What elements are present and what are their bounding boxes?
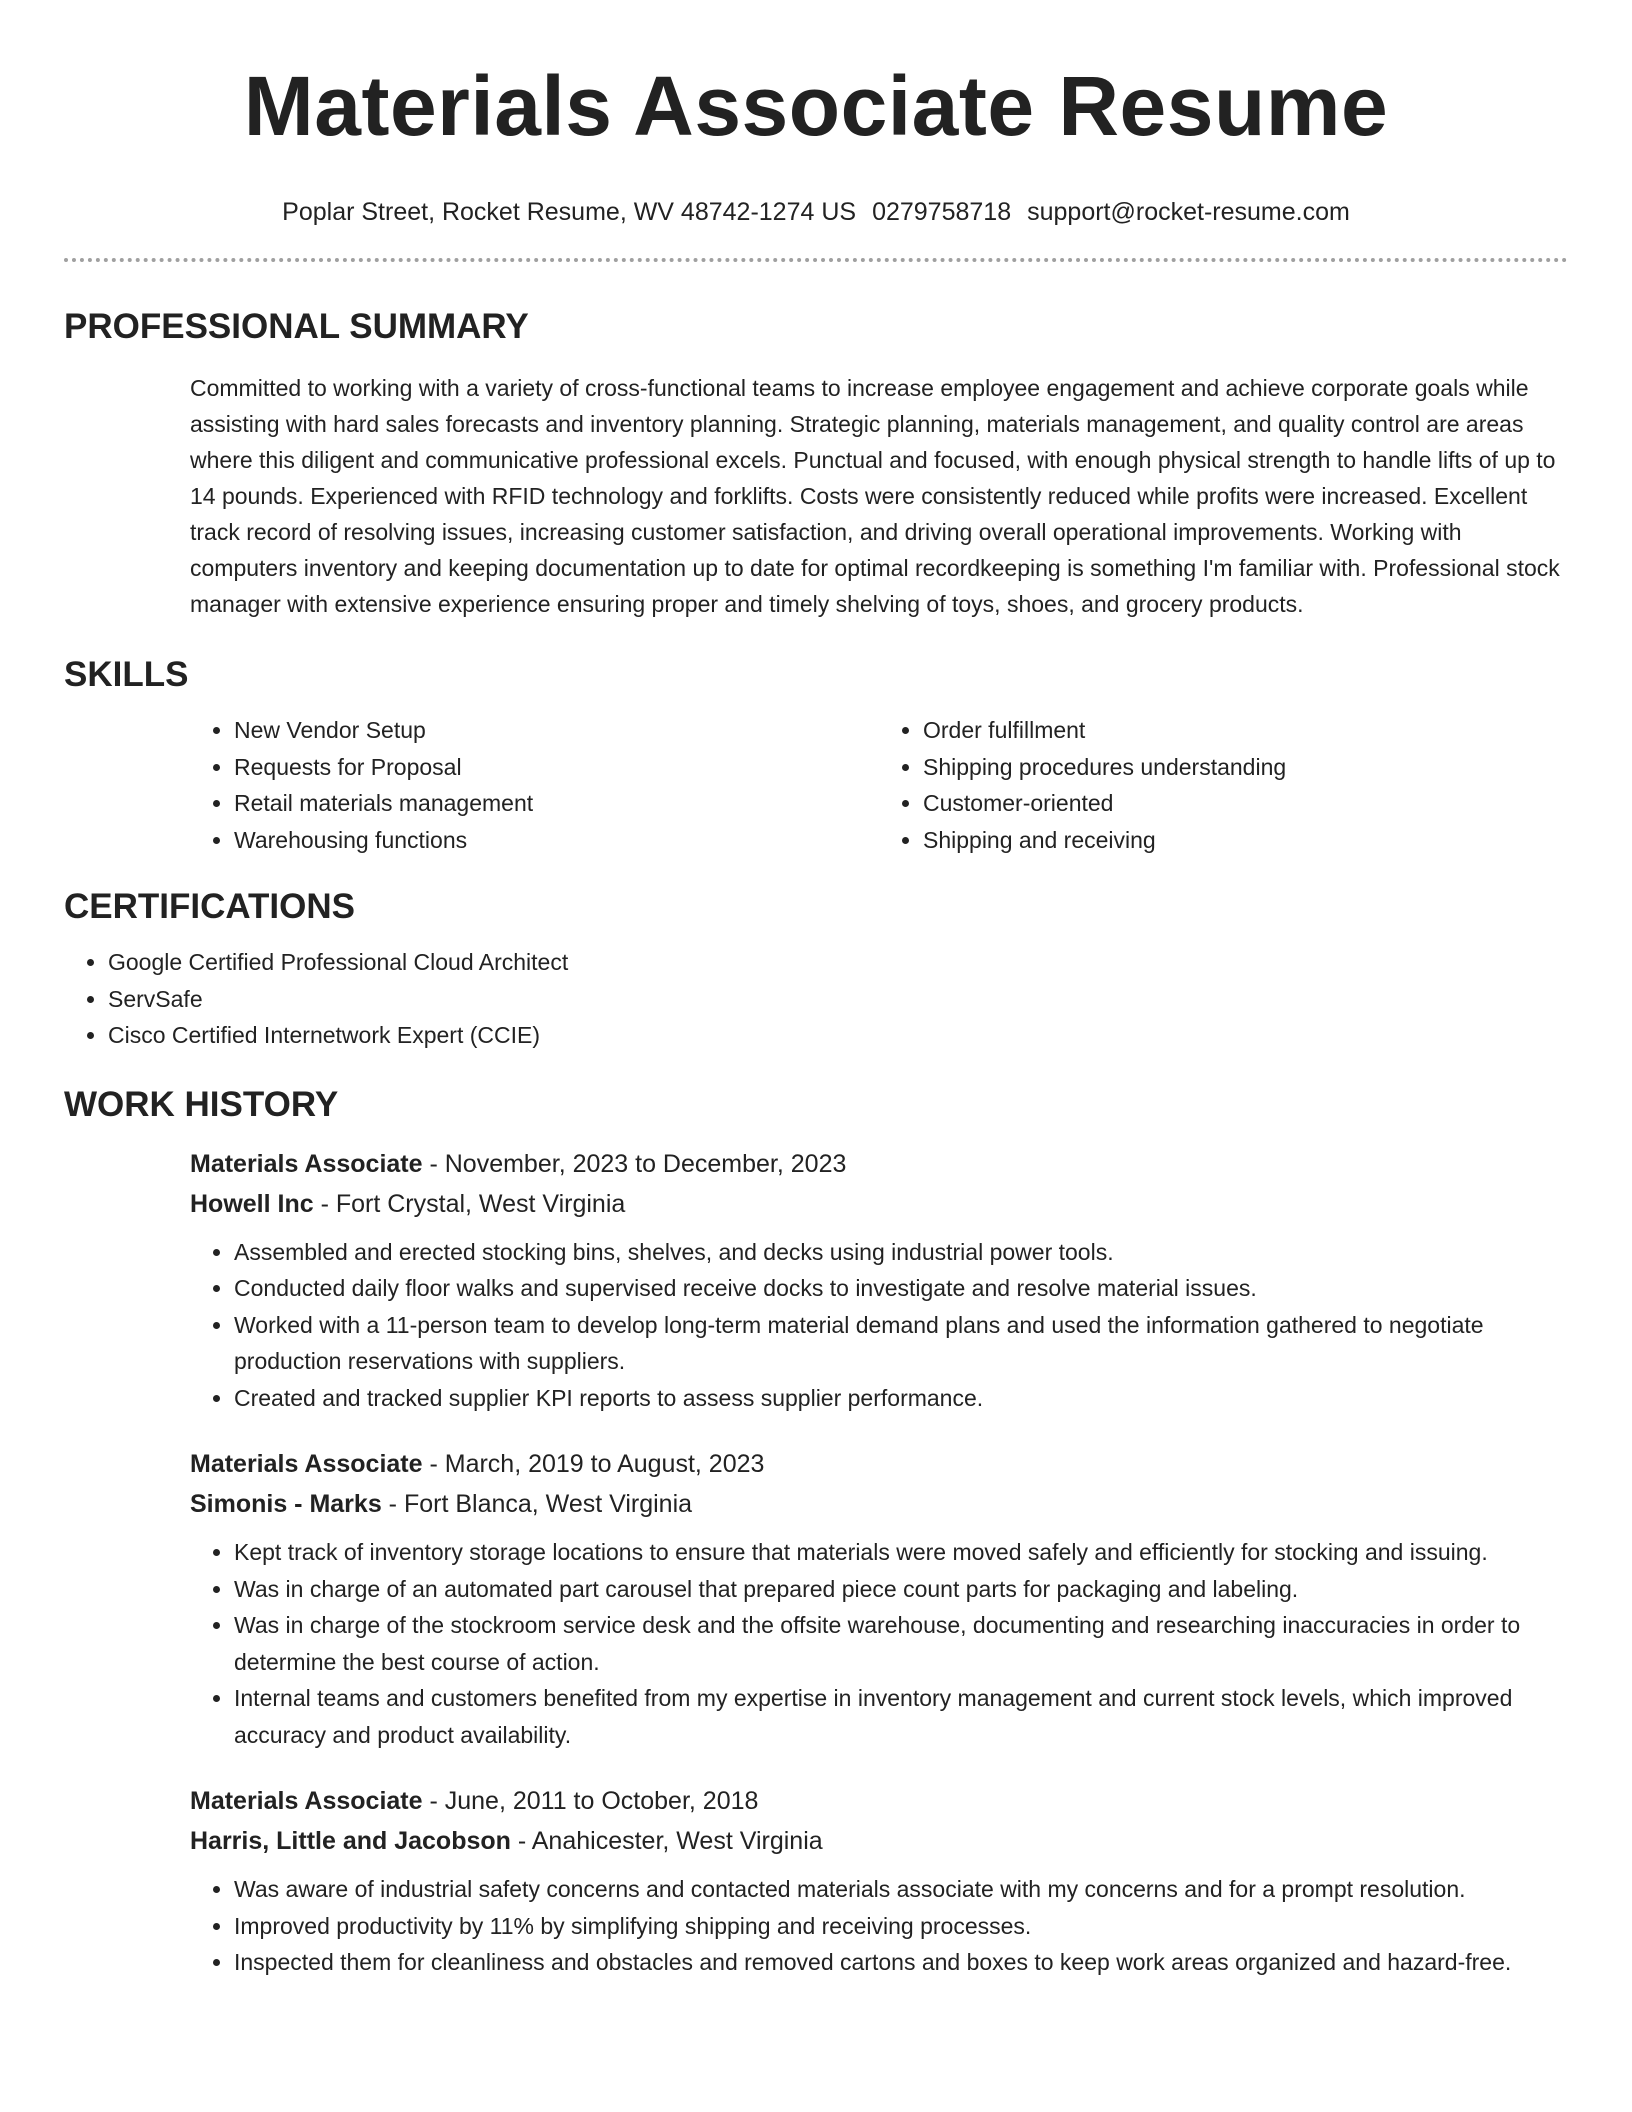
certification-item: • Google Certified Professional Cloud Architect	[108, 944, 1568, 981]
job-bullet: • Worked with a 11-person team to develop long-term material demand plans and used the information gathered to negotiate production reservations with suppliers.	[234, 1307, 1568, 1380]
job-bullet: • Kept track of inventory storage locations to ensure that materials were moved safely and efficiently for stocking and issuing.	[234, 1534, 1568, 1571]
certification-item: • Cisco Certified Internetwork Expert (CCIE)	[108, 1017, 1568, 1054]
job-title-line	[190, 1144, 1568, 1184]
job-entry	[190, 1444, 1568, 1753]
certifications-heading: CERTIFICATIONS	[64, 887, 356, 926]
job-bullet: • Internal teams and customers benefited from my expertise in inventory management and current stock levels, which improved accuracy and product availability.	[234, 1680, 1568, 1753]
job-bullets	[190, 1234, 1568, 1417]
summary-text: Committed to working with a variety of cross-functional teams to increase employee engagement and achieve corporate goals while assisting with hard sales forecasts and inventory planning. Strategic planning, materials management, and quality control are areas where this diligent and communicative professional excels. Punctual and focused, with enough physical strength to handle lifts of up to 14 pounds. Experienced with RFID technology and forklifts. Costs were consistently reduced while profits were increased. Excellent track record of resolving issues, increasing customer satisfaction, and driving overall operational improvements. Working with computers inventory and keeping documentation up to date for optimal recordkeeping is something I'm familiar with. Professional stock manager with extensive experience ensuring proper and timely shelving of toys, shoes, and grocery products.	[190, 375, 1560, 617]
contact-email: support@rocket-resume.com	[1027, 198, 1350, 226]
job-bullet: • Assembled and erected stocking bins, shelves, and decks using industrial power tools.	[234, 1234, 1568, 1271]
skill-item: • Shipping and receiving	[923, 822, 1568, 859]
skills-section	[64, 654, 1568, 858]
header-divider	[64, 258, 1568, 262]
job-location: - Anahicester, West Virginia	[510, 1827, 823, 1855]
skill-item: • New Vendor Setup	[234, 712, 879, 749]
skills-heading: SKILLS	[64, 655, 189, 694]
job-title: Materials Associate	[190, 1149, 423, 1178]
job-location: - Fort Blanca, West Virginia	[381, 1490, 693, 1518]
certifications-list	[64, 944, 1568, 1054]
contact-address: Poplar Street, Rocket Resume, WV 48742-1274 US	[282, 198, 857, 226]
certification-item: • ServSafe	[108, 981, 1568, 1018]
work-history-heading: WORK HISTORY	[64, 1084, 339, 1124]
skill-item: • Customer-oriented	[923, 785, 1568, 822]
job-dates: - November, 2023 to December, 2023	[422, 1149, 847, 1178]
job-bullet: • Was aware of industrial safety concerns and contacted materials associate with my concerns and for a prompt resolution.	[234, 1871, 1568, 1908]
skill-item: • Order fulfillment	[923, 712, 1568, 749]
job-company-line	[190, 1184, 1568, 1224]
skills-right-list	[879, 712, 1568, 858]
job-bullets	[190, 1534, 1568, 1753]
job-bullet: • Inspected them for cleanliness and obstacles and removed cartons and boxes to keep work areas organized and hazard-free.	[234, 1944, 1568, 1981]
job-title-line	[190, 1444, 1568, 1484]
job-dates: - June, 2011 to October, 2018	[422, 1787, 759, 1815]
job-title-line	[190, 1781, 1568, 1821]
skills-grid	[190, 712, 1568, 858]
job-bullet: • Improved productivity by 11% by simplifying shipping and receiving processes.	[234, 1908, 1568, 1945]
work-history-section	[64, 1084, 1568, 1981]
job-company-line	[190, 1821, 1568, 1861]
job-bullet: • Conducted daily floor walks and supervised receive docks to investigate and resolve material issues.	[234, 1270, 1568, 1307]
resume-title: Materials Associate Resume	[243, 59, 1389, 153]
skills-left-list	[190, 712, 879, 858]
skill-item: • Requests for Proposal	[234, 749, 879, 786]
skill-item: • Warehousing functions	[234, 822, 879, 859]
job-bullet: • Was in charge of an automated part carousel that prepared piece count parts for packaging and labeling.	[234, 1571, 1568, 1608]
contact-phone: 0279758718	[872, 198, 1012, 226]
job-entry	[190, 1144, 1568, 1417]
job-dates: - March, 2019 to August, 2023	[422, 1450, 765, 1478]
summary-heading: PROFESSIONAL SUMMARY	[64, 307, 529, 346]
job-company: Howell Inc	[190, 1189, 314, 1218]
skill-item: • Retail materials management	[234, 785, 879, 822]
contact-line	[64, 196, 1568, 228]
job-title: Materials Associate	[190, 1787, 423, 1815]
job-location: - Fort Crystal, West Virginia	[313, 1189, 626, 1218]
job-title: Materials Associate	[190, 1450, 423, 1478]
skill-item: • Shipping procedures understanding	[923, 749, 1568, 786]
summary-section	[64, 306, 1568, 622]
job-bullets	[190, 1871, 1568, 1981]
job-bullet: • Was in charge of the stockroom service desk and the offsite warehouse, documenting and researching inaccuracies in order to determine the best course of action.	[234, 1607, 1568, 1680]
certifications-section	[64, 886, 1568, 1054]
job-company-line	[190, 1484, 1568, 1524]
job-entry	[190, 1781, 1568, 1981]
job-bullet: • Created and tracked supplier KPI reports to assess supplier performance.	[234, 1380, 1568, 1417]
job-company: Harris, Little and Jacobson	[190, 1827, 511, 1855]
job-company: Simonis - Marks	[190, 1490, 382, 1518]
